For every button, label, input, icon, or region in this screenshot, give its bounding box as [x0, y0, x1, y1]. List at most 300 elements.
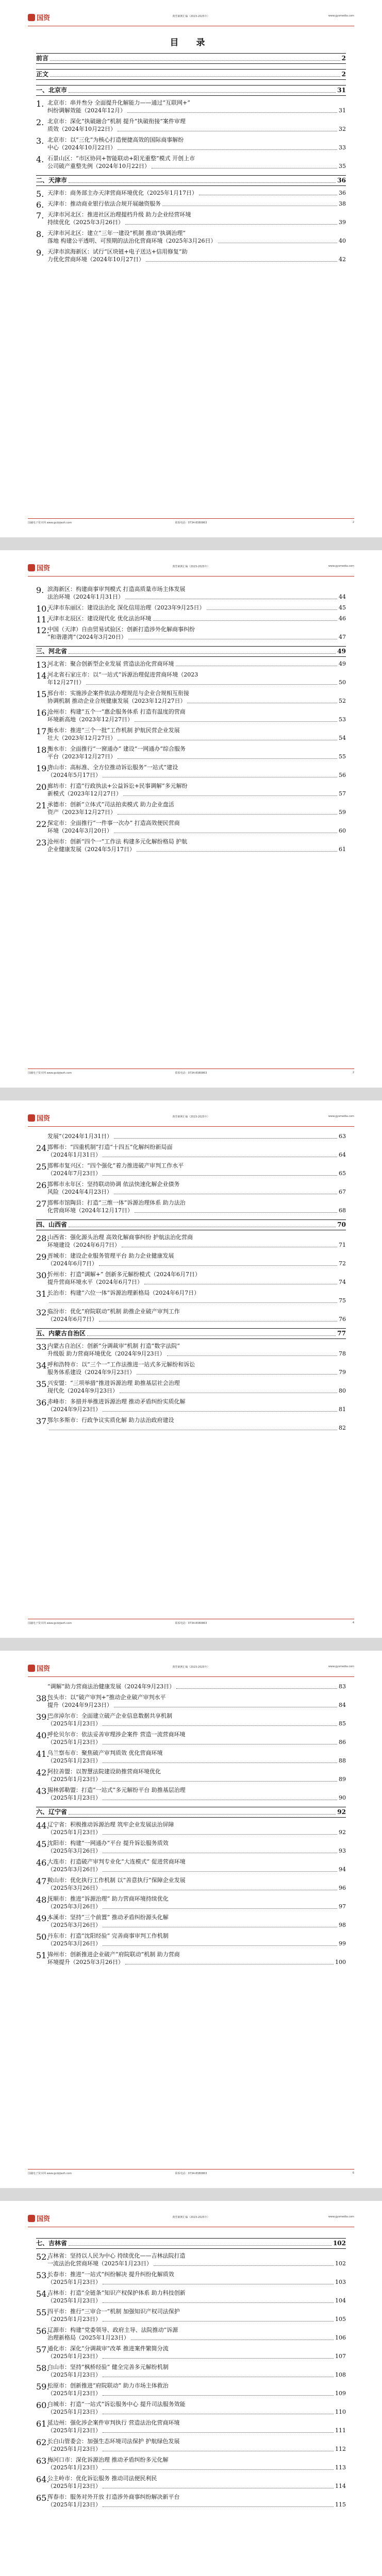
- entry-last-line: [47, 1297, 346, 1304]
- entry-text: 环境建设（2024年6月7日）: [47, 1242, 120, 1248]
- footer-phone: 联系电话：0734-8380863: [175, 1072, 207, 1075]
- entry-number: 37.: [36, 1416, 49, 1426]
- logo-text: 国资: [37, 14, 51, 22]
- entry-last-line: [47, 827, 346, 835]
- entry-last-line: [47, 753, 346, 760]
- entry-number: 54.: [36, 2289, 49, 2299]
- leader-dots: [86, 684, 337, 685]
- entry-last-line: [47, 1207, 346, 1214]
- entry-number: 13.: [36, 660, 49, 670]
- entry-line: 吉林省：坚持以人民为中心 持续优化——吉林法院打造: [47, 2252, 186, 2259]
- entry-text: （2025年1月23日）: [47, 1739, 101, 1745]
- page: [0, 1651, 382, 2188]
- toc-entry[interactable]: [36, 745, 346, 760]
- toc-entry[interactable]: [36, 1252, 346, 1267]
- entry-text: （2024年5月17日）: [47, 772, 101, 778]
- page-number: 36: [337, 177, 346, 184]
- entry-line: 天津市河北区：建立“三年一建设”机制 推动“执调治理”: [47, 230, 186, 236]
- toc-entry[interactable]: [36, 2345, 346, 2360]
- leader-dots: [103, 1781, 337, 1782]
- entry-number: 23.: [36, 838, 49, 848]
- entry-line: 河北省石家庄市：以“一站式”诉源治理促进营商环境（2023: [47, 671, 198, 678]
- header-url[interactable]: www.gysmedia.com: [328, 565, 354, 568]
- entry-last-line: [47, 1794, 346, 1802]
- page-number: 72: [339, 1260, 346, 1267]
- entry-number: 15.: [36, 689, 49, 699]
- entry-number: 30.: [36, 1270, 49, 1280]
- toc-entry[interactable]: [36, 1895, 346, 1910]
- page-number: 40: [339, 238, 346, 244]
- entry-text: （2024年7月23日）: [47, 1170, 101, 1177]
- toc-entry[interactable]: [36, 671, 346, 686]
- entry-text: 质效（2024年10月22日）: [47, 126, 116, 132]
- entry-last-line: [47, 2389, 346, 2397]
- entry-number: 8.: [36, 229, 44, 239]
- footer-phone: 联系电话：0734-8380863: [175, 2172, 207, 2175]
- page-number: 47: [339, 634, 346, 640]
- toc-entry[interactable]: [36, 1749, 346, 1765]
- entry-line: 锦州市：创新推进企业破产“府院联动”机制 助力营商: [47, 1951, 180, 1958]
- entry-number: 21.: [36, 801, 49, 810]
- toc-section[interactable]: [36, 1328, 346, 1339]
- entry-number: 10.: [36, 604, 49, 614]
- entry-text: 河北省：聚合创新型企业发展 营造法治化营商环境: [47, 660, 174, 667]
- page-number: 49: [339, 660, 346, 667]
- page-number: 98: [339, 1922, 346, 1928]
- entry-last-line: [47, 1132, 346, 1140]
- toc-entry[interactable]: [36, 1683, 346, 1690]
- entry-number: 48.: [36, 1895, 49, 1905]
- entry-line: 本溪市：坚持“三个前置” 推动矛盾纠纷源头化解: [47, 1914, 169, 1921]
- entry-last-line: [47, 734, 346, 742]
- toc-entry[interactable]: [36, 2456, 346, 2471]
- page-number: 92: [337, 1808, 346, 1816]
- page-number: 93: [339, 1848, 346, 1854]
- leader-dots: [135, 1212, 337, 1213]
- toc-entry[interactable]: [36, 2289, 346, 2304]
- entry-last-line: [47, 1757, 346, 1765]
- entry-text: 升级版 助力营商环境优化（2024年9月23日）: [47, 1350, 165, 1357]
- entry-last-line: [47, 2297, 346, 2304]
- toc-entry[interactable]: [36, 99, 346, 114]
- toc-entry[interactable]: [36, 117, 346, 133]
- entry-text: 环境（2024年3月20日）: [47, 827, 112, 834]
- toc-entry[interactable]: [36, 2493, 346, 2509]
- entry-line: 天津市滨海新区：试行“区块链+电子送达+信用修复”助: [47, 248, 188, 255]
- entry-number: 5.: [36, 189, 44, 199]
- entry-number: 7.: [36, 211, 44, 221]
- page-number: 104: [335, 2297, 346, 2304]
- page-number: 2: [341, 71, 346, 78]
- entry-line: 锡林郭勒盟：打造“一站式”多元解纷平台 助推基层治理: [47, 1787, 186, 1793]
- entry-number: 24.: [36, 1143, 49, 1153]
- toc-entry[interactable]: [36, 1233, 346, 1249]
- entry-last-line: [47, 1903, 346, 1910]
- entry-last-line: [47, 200, 346, 208]
- entry-number: 3.: [36, 136, 44, 146]
- footer-site: 国融电子资本网 www.gcdzjwzh.com: [28, 521, 72, 524]
- entry-number: 49.: [36, 1913, 49, 1923]
- page-number: 75: [339, 1297, 346, 1304]
- entry-last-line: [47, 2315, 346, 2323]
- page-number: 71: [339, 1242, 346, 1248]
- leader-dots: [50, 76, 340, 77]
- toc-section[interactable]: [36, 85, 346, 96]
- entry-number: 41.: [36, 1749, 49, 1759]
- leader-dots: [114, 1138, 337, 1139]
- toc-entry[interactable]: [36, 1786, 346, 1802]
- leader-dots: [69, 2245, 331, 2246]
- section-title: 正文: [36, 71, 49, 78]
- page-number: 81: [339, 1406, 346, 1413]
- page-number: 99: [339, 1940, 346, 1947]
- toc-entry[interactable]: [36, 2326, 346, 2342]
- entry-text: （2025年1月23日）: [47, 2501, 101, 2508]
- entry-text: 年12月27日）: [47, 679, 85, 686]
- entry-last-line: [47, 1241, 346, 1249]
- entry-number: 26.: [36, 1180, 49, 1190]
- leader-dots: [49, 1302, 337, 1303]
- entry-number: 6.: [36, 200, 44, 210]
- section-title: 五、内蒙古自治区: [36, 1330, 86, 1337]
- entry-number: 46.: [36, 1858, 49, 1868]
- toc-entry[interactable]: [36, 604, 346, 612]
- entry-number: 4.: [36, 155, 44, 164]
- entry-number: 35.: [36, 1379, 49, 1389]
- entry-last-line: [47, 256, 346, 263]
- entry-text: 天津市：推动商业银行依法合规开展融资服务: [47, 200, 161, 207]
- entry-last-line: [47, 218, 346, 226]
- footer-site: 国融电子资本网 www.gcdzjwzh.com: [28, 2172, 72, 2175]
- leader-dots: [103, 1762, 337, 1763]
- page-number: 76: [339, 1316, 346, 1323]
- entry-text: 落地 构建公平透明、可预期的法治化营商环境（2025年3月26日）: [47, 238, 217, 244]
- page-number: 74: [339, 1279, 346, 1285]
- toc-entry[interactable]: [36, 615, 346, 622]
- toc-entry[interactable]: [36, 1398, 346, 1413]
- toc-entry[interactable]: [36, 2308, 346, 2323]
- toc-entry[interactable]: [36, 689, 346, 705]
- toc-entry[interactable]: [36, 1768, 346, 1783]
- entry-number: 52.: [36, 2252, 49, 2262]
- header-title: 典型案例汇编（2023-2025年）: [172, 1666, 210, 1669]
- footer-page-number: 2: [352, 1071, 354, 1074]
- toc-entry[interactable]: [36, 1839, 346, 1855]
- entry-text: 化营商环境（2024年12月17日）: [47, 1207, 133, 1214]
- toc-section[interactable]: [36, 1219, 346, 1230]
- entry-line: 衡水市：全面推行“一窗通办” 建设“一网通办”综合服务: [47, 745, 186, 752]
- toc-entry[interactable]: [36, 1712, 346, 1727]
- leader-dots: [146, 261, 337, 262]
- footer-site: 国融电子资本网 www.gcdzjwzh.com: [28, 1072, 72, 1075]
- page-number: 96: [339, 1885, 346, 1891]
- page-number: 53: [339, 716, 346, 723]
- header-title: 典型案例汇编（2023-2025年）: [172, 2216, 210, 2219]
- entry-line: 辽宁省：积极推动诉源治理 筑牢企业发展法治屏障: [47, 1821, 174, 1828]
- toc-entry[interactable]: [36, 1876, 346, 1892]
- toc-entry[interactable]: [36, 1821, 346, 1836]
- header-url[interactable]: www.gysmedia.com: [328, 14, 354, 18]
- page-header: [28, 1111, 354, 1127]
- page-number: 60: [339, 827, 346, 834]
- footer-page-number: 2: [352, 521, 354, 524]
- entry-text: 平台（2023年12月27日）: [47, 753, 116, 760]
- entry-line: 松原市：创新推进“府院联动” 助力市场主体救治: [47, 2382, 169, 2389]
- page-number: 55: [339, 753, 346, 760]
- logo-text: 国资: [37, 565, 51, 572]
- entry-text: （2025年3月26日）: [47, 1885, 101, 1891]
- toc-entry[interactable]: [36, 819, 346, 835]
- page-number: 54: [339, 735, 346, 741]
- entry-text: 协调机制 推动企业合规健康发展（2023年12月27日）: [47, 698, 186, 704]
- entry-last-line: [47, 1278, 346, 1286]
- entry-text: （2025年1月23日）: [47, 1757, 101, 1764]
- page-number: 32: [339, 126, 346, 132]
- leader-dots: [167, 1355, 338, 1356]
- entry-last-line: [47, 1775, 346, 1783]
- entry-last-line: [47, 1315, 346, 1323]
- entry-number: 56.: [36, 2326, 49, 2336]
- entry-text: 治理新格局（2025年1月23日）: [47, 2334, 129, 2341]
- page-number: 83: [339, 1683, 346, 1690]
- page: [0, 550, 382, 1088]
- toc-section[interactable]: [36, 175, 346, 186]
- toc-entry[interactable]: [36, 1858, 346, 1873]
- entry-number: 29.: [36, 1252, 49, 1262]
- page-number: 112: [335, 2446, 346, 2452]
- toc-entry[interactable]: [36, 2252, 346, 2267]
- toc-entry[interactable]: [36, 726, 346, 742]
- page-number: 109: [335, 2390, 346, 2397]
- toc-entry[interactable]: [36, 189, 346, 197]
- entry-number: 63.: [36, 2456, 49, 2466]
- entry-last-line: [47, 2427, 346, 2434]
- toc-entry[interactable]: [36, 1180, 346, 1196]
- entry-last-line: [47, 604, 346, 612]
- toc-entry[interactable]: [36, 782, 346, 798]
- entry-last-line: [47, 593, 346, 601]
- toc-entry[interactable]: [36, 2419, 346, 2434]
- page-number: 39: [339, 219, 346, 226]
- page-number: 94: [339, 1866, 346, 1873]
- entry-text: 企业健康发展（2024年5月17日）: [47, 846, 135, 853]
- page-number: 2: [341, 55, 346, 62]
- entry-line: 丹东市：打造“沈阳经验” 完善商事审判工作机制: [47, 1933, 169, 1939]
- entry-line: 鞍山市：优化执行工作机制 以“善意执行”保障企业发展: [47, 1877, 186, 1884]
- leader-dots: [207, 609, 338, 610]
- toc-entry[interactable]: [36, 1132, 346, 1140]
- toc-entry[interactable]: [36, 1379, 346, 1395]
- toc-entry[interactable]: [36, 200, 346, 208]
- toc-entry[interactable]: [36, 1913, 346, 1929]
- entry-line: 公主岭市：优化诉讼服务 推动司法便民利民: [47, 2475, 157, 2482]
- page-header: [28, 2211, 354, 2227]
- toc-section[interactable]: [36, 1807, 346, 1818]
- leader-dots: [118, 814, 337, 815]
- toc-body: [36, 582, 346, 853]
- entry-line: 兴安盟：“三项举措”推进诉源治理 助推基层社会治理: [47, 1380, 180, 1386]
- entry-number: 47.: [36, 1876, 49, 1886]
- toc-entry[interactable]: [36, 1289, 346, 1304]
- leader-dots: [154, 2265, 334, 2266]
- entry-last-line: [47, 1701, 346, 1709]
- page-number: 45: [339, 604, 346, 611]
- toc-entry[interactable]: [36, 248, 346, 263]
- entry-last-line: [47, 1866, 346, 1873]
- entry-number: 9.: [36, 585, 44, 595]
- toc-section[interactable]: [36, 53, 346, 64]
- entry-last-line: [47, 1170, 346, 1177]
- entry-text: （2025年3月26日）: [47, 1848, 101, 1854]
- entry-last-line: [47, 2260, 346, 2267]
- page-number: 100: [335, 1959, 346, 1965]
- entry-text: （2025年1月23日）: [47, 2427, 101, 2434]
- entry-number: 18.: [36, 745, 49, 755]
- entry-text: 天津市北辰区：建设现代化 优化法治环境: [47, 615, 152, 622]
- entry-number: 17.: [36, 726, 49, 736]
- entry-text: 新模式（2023年12月27日）: [47, 790, 122, 797]
- entry-text: （2025年1月23日）: [47, 2353, 101, 2360]
- entry-number: 14.: [36, 671, 49, 681]
- leader-dots: [118, 758, 337, 759]
- entry-number: 34.: [36, 1361, 49, 1370]
- toc-entry[interactable]: [36, 1199, 346, 1214]
- toc-entry[interactable]: [36, 1693, 346, 1709]
- toc-entry[interactable]: [36, 1162, 346, 1177]
- page-number: 38: [339, 200, 346, 207]
- page-number: 64: [339, 1151, 346, 1158]
- toc-body: [36, 1683, 346, 1966]
- entry-number: 64.: [36, 2475, 49, 2484]
- toc-entry[interactable]: [36, 764, 346, 779]
- toc-entry[interactable]: [36, 1308, 346, 1323]
- leader-dots: [103, 2506, 334, 2507]
- entry-last-line: [47, 660, 346, 668]
- entry-number: 58.: [36, 2363, 49, 2373]
- page-number: 61: [339, 846, 346, 853]
- entry-line: 鄂尔多斯市：行政争议实质化解 助力法治政府建设: [47, 1417, 174, 1423]
- entry-text: （2025年1月23日）: [47, 2371, 101, 2378]
- page-number: 59: [339, 809, 346, 816]
- page-number: 102: [333, 2240, 346, 2247]
- toc-entry[interactable]: [36, 2270, 346, 2286]
- leader-dots: [137, 1374, 337, 1375]
- footer-site: 国融电子资本网 www.gcdzjwzh.com: [28, 1622, 72, 1625]
- entry-number: 19.: [36, 764, 49, 773]
- header-url[interactable]: www.gysmedia.com: [328, 2215, 354, 2218]
- entry-line: 乌兰察布市：聚焦破产审判质效 优化营商环境: [47, 1750, 163, 1756]
- entry-text: 天津市东丽区：建设法治化 深化信用治理（2023年9月25日）: [47, 604, 205, 611]
- entry-last-line: [47, 1828, 346, 1836]
- toc-entry[interactable]: [36, 1361, 346, 1376]
- toc-entry[interactable]: [36, 801, 346, 816]
- entry-last-line: [47, 1350, 346, 1358]
- entry-text: （2025年1月23日）: [47, 2279, 101, 2285]
- entry-last-line: [47, 1424, 346, 1432]
- entry-number: 65.: [36, 2493, 49, 2503]
- entry-line: 吉林市：打造“全链条”知识产权保护体系 助力科技创新: [47, 2290, 186, 2296]
- header-url[interactable]: www.gysmedia.com: [328, 1115, 354, 1118]
- entry-text: （2025年3月26日）: [47, 1922, 101, 1928]
- toc-entry[interactable]: [36, 625, 346, 641]
- entry-last-line: [47, 125, 346, 133]
- toc-entry[interactable]: [36, 155, 346, 170]
- toc-entry[interactable]: [36, 1270, 346, 1286]
- leader-dots: [103, 2358, 334, 2359]
- toc-section[interactable]: [36, 646, 346, 657]
- page-number: 86: [339, 1739, 346, 1745]
- toc-entry[interactable]: [36, 211, 346, 226]
- toc-entry[interactable]: [36, 660, 346, 668]
- toc-entry[interactable]: [36, 1951, 346, 1966]
- page-number: 68: [339, 1207, 346, 1214]
- toc-entry[interactable]: [36, 1731, 346, 1746]
- toc-entry[interactable]: [36, 2382, 346, 2397]
- section-title: 一、北京市: [36, 87, 68, 94]
- toc-entry[interactable]: [36, 1416, 346, 1432]
- entry-text: 中心（2024年10月22日）: [47, 144, 116, 151]
- toc-entry[interactable]: [36, 1143, 346, 1159]
- page-number: 113: [335, 2464, 346, 2471]
- entry-last-line: [47, 845, 346, 853]
- section-title: 三、河北省: [36, 648, 68, 655]
- entry-text: （2024年6月7日）: [47, 1316, 97, 1323]
- toc-entry[interactable]: [36, 1342, 346, 1358]
- leader-dots: [69, 92, 336, 93]
- entry-text: 发展”（2024年1月31日）: [47, 1133, 113, 1140]
- header-url[interactable]: www.gysmedia.com: [328, 1665, 354, 1668]
- entry-text: （2025年3月26日）: [47, 1866, 101, 1873]
- entry-line: 长白山管委会：加强生态环境司法保护 护航绿色发展: [47, 2438, 180, 2445]
- header-title: 典型案例汇编（2023-2025年）: [172, 1115, 210, 1118]
- entry-text: 服务体系建设（2024年9月23日）: [47, 1369, 135, 1376]
- toc-entry[interactable]: [36, 585, 346, 601]
- leader-dots: [103, 2395, 334, 2396]
- toc-section[interactable]: [36, 69, 346, 80]
- entry-line: 石景山区：“市区协同+智能联动+阳光重整”模式 开创上市: [47, 155, 195, 162]
- page-number: 67: [339, 1189, 346, 1195]
- toc-entry[interactable]: [36, 708, 346, 723]
- entry-text: 现代化（2024年9月23日）: [47, 1387, 118, 1394]
- page-number: 108: [335, 2371, 346, 2378]
- toc-entry[interactable]: [36, 1932, 346, 1947]
- page-number: 44: [339, 594, 346, 600]
- entry-last-line: [47, 1847, 346, 1855]
- entry-line: 北京市：以“三化”为核心打造便捷高效的国际商事解纷: [47, 137, 184, 143]
- entry-number: 55.: [36, 2308, 49, 2317]
- page-header: [28, 561, 354, 577]
- toc-entry[interactable]: [36, 2363, 346, 2379]
- page-number: 52: [339, 698, 346, 704]
- page-number: 82: [339, 1425, 346, 1431]
- entry-number: 32.: [36, 1308, 49, 1317]
- toc-entry[interactable]: [36, 2437, 346, 2453]
- toc-entry[interactable]: [36, 2475, 346, 2490]
- entry-last-line: [47, 1151, 346, 1159]
- entry-last-line: [47, 808, 346, 816]
- entry-text: （2024年1月31日）: [47, 1151, 101, 1158]
- toc-section[interactable]: [36, 2238, 346, 2249]
- leader-dots: [125, 224, 337, 225]
- toc-entry[interactable]: [36, 2400, 346, 2416]
- toc-entry[interactable]: [36, 838, 346, 853]
- entry-text: （2024年9月23日）: [47, 1406, 101, 1413]
- toc-entry[interactable]: [36, 229, 346, 245]
- entry-line: 珲春市：服务对外开放 打造涉外商事纠纷解决新平台: [47, 2494, 180, 2500]
- page-number: 77: [337, 1330, 346, 1337]
- page-number: 46: [339, 615, 346, 622]
- toc-entry[interactable]: [36, 136, 346, 151]
